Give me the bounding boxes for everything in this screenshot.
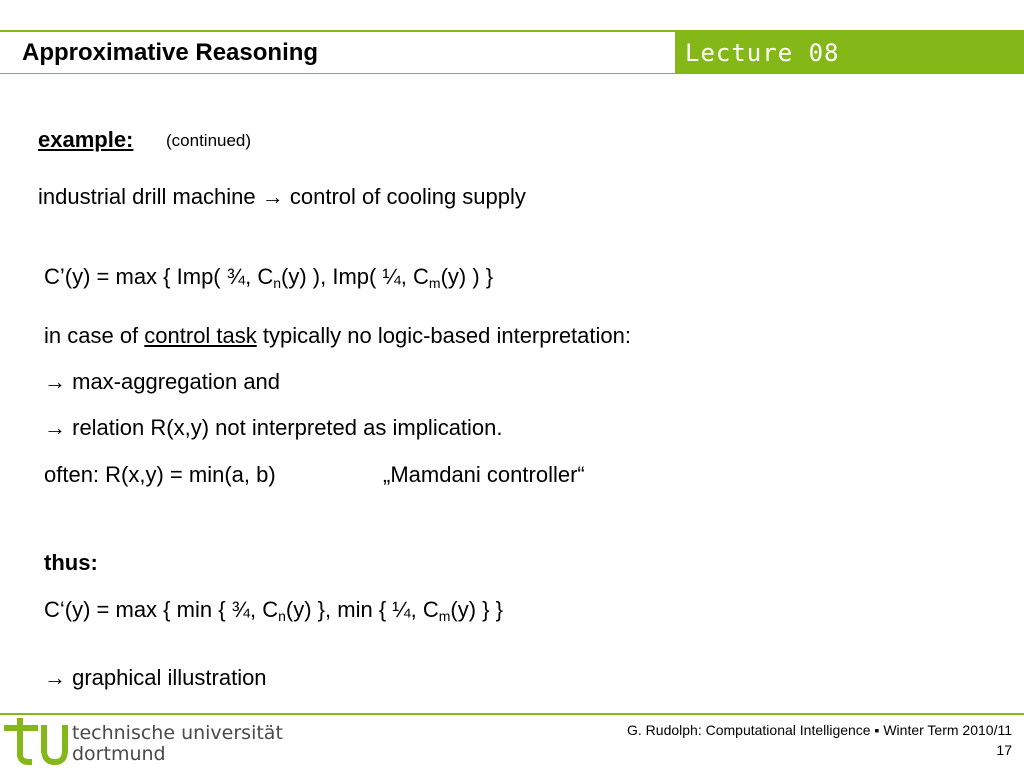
control-task-line: [44, 323, 631, 349]
eq1-part: (y) ) }: [440, 264, 494, 289]
university-name: [72, 723, 283, 765]
slide-title: Approximative Reasoning: [22, 39, 319, 66]
footer-rule: [0, 713, 1024, 715]
graphical-illustration-line: → graphical illustration: [44, 665, 267, 690]
subscript-m: m: [428, 275, 441, 291]
university-line-1: technische universität: [72, 722, 283, 744]
control-line-part: in case of: [44, 323, 145, 348]
equation-min: [44, 597, 503, 623]
header-bottom-rule: [0, 73, 675, 74]
eq2-part: (y) }, min { ¼, C: [285, 597, 439, 622]
eq1-part: C’(y) = max { Imp( ¾, C: [44, 264, 274, 289]
university-line-2: dortmund: [72, 743, 166, 765]
control-task-term: control task: [144, 323, 257, 348]
control-line-part: typically no logic-based interpretation:: [256, 323, 631, 348]
lecture-badge: [675, 32, 1024, 74]
equation-implication: [44, 264, 493, 290]
relation-line: → relation R(x,y) not interpreted as implication.: [44, 415, 503, 440]
eq2-part: (y) } }: [450, 597, 503, 622]
max-aggregation-line: → max-aggregation and: [44, 369, 281, 394]
continued-note: (continued): [166, 131, 252, 150]
lecture-label: Lecture 08: [685, 39, 840, 67]
eq1-part: (y) ), Imp( ¼, C: [281, 264, 429, 289]
footer-credit: G. Rudolph: Computational Intelligence ▪ Winter Term 2010/11: [627, 722, 1012, 738]
example-heading: example:: [38, 127, 134, 152]
subscript-n: n: [278, 608, 286, 624]
often-line: often: R(x,y) = min(a, b): [44, 462, 276, 487]
intro-line: industrial drill machine → control of cooling supply: [38, 184, 526, 209]
thus-heading: thus:: [44, 550, 98, 575]
eq2-part: C‘(y) = max { min { ¾, C: [44, 597, 279, 622]
mamdani-label: „Mamdani controller“: [383, 462, 585, 487]
subscript-n: n: [273, 275, 282, 291]
subscript-m: m: [438, 608, 451, 624]
page-number: 17: [996, 742, 1012, 758]
tu-logo-icon: [4, 718, 68, 766]
